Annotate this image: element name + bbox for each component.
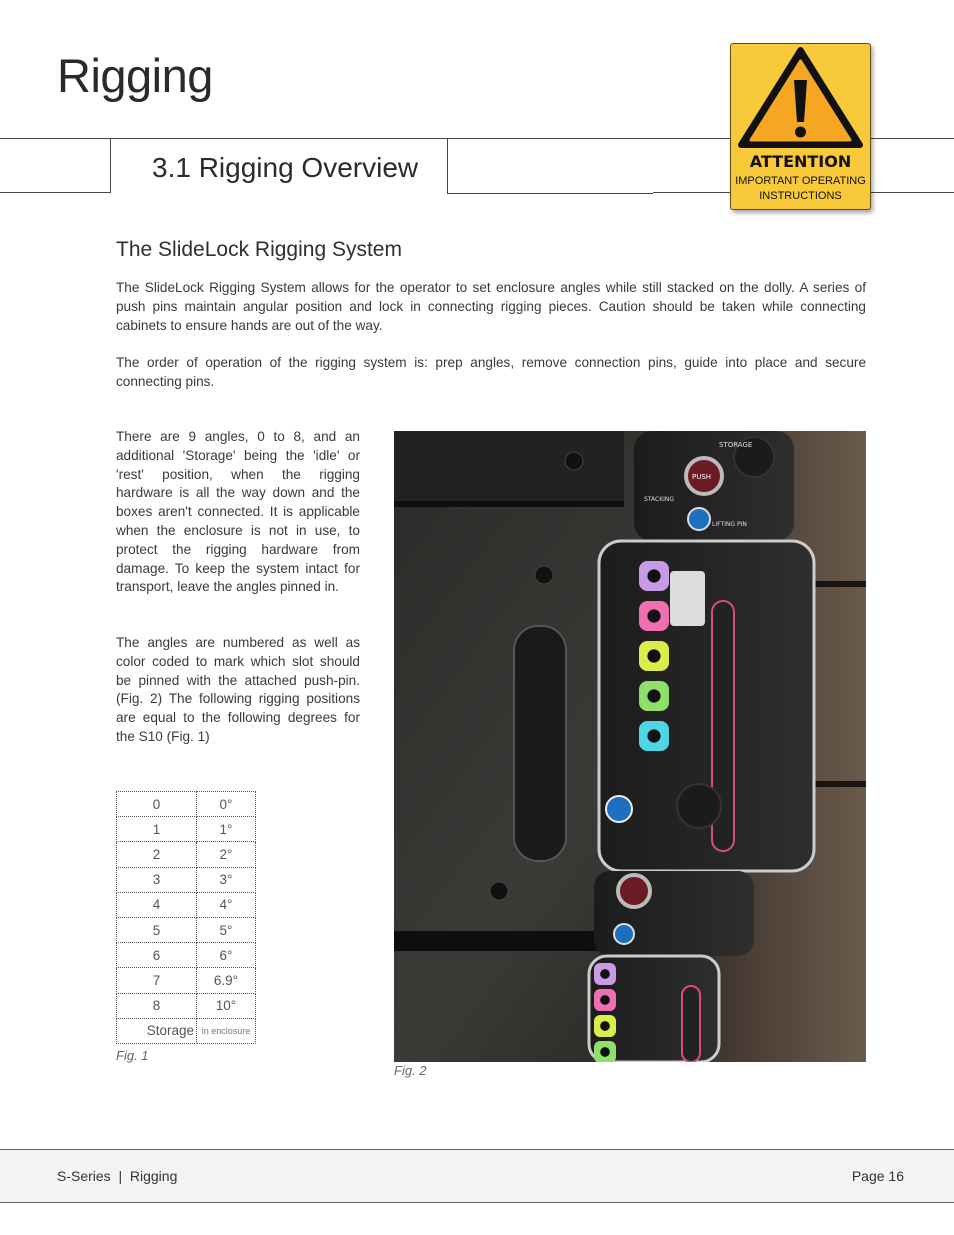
angle-position-cell: 4 [117,892,197,917]
angle-degrees-cell: 0° [197,792,256,817]
photo-label-push: PUSH [692,473,712,481]
fig1-caption: Fig. 1 [116,1048,149,1063]
angle-degrees-cell: 4° [197,892,256,917]
angle-position-cell: 3 [117,867,197,892]
angle-position-cell: 8 [117,993,197,1018]
attention-subtitle-line2: INSTRUCTIONS [759,190,842,202]
attention-subtitle-line1: IMPORTANT OPERATING [735,175,866,187]
intro-paragraph: The SlideLock Rigging System allows for the operator to set enclosure angles while still stacked on the dolly. A series of push pins maintain angular position and lock in connecting rigging pieces. Caution should be taken while connecting cabinets to ensure hands are out of the way. [116,280,866,333]
angle-degrees-cell: 10° [197,993,256,1018]
angle-degrees-cell: 3° [197,867,256,892]
angle-slot-hole [600,969,610,979]
footer-page-number: Page 16 [851,1168,904,1184]
rigging-photo [394,431,866,1062]
table-row [117,917,256,942]
color-paragraph: The angles are numbered as well as color coded to mark which slot should be pinned with the attached push-pin. (Fig. 2) The following rigging positions are equal to the following degrees for the S10 (Fig. 1) [116,635,360,744]
angle-degrees-cell: 1° [197,817,256,842]
order-paragraph: The order of operation of the rigging system is: prep angles, remove connection pins, guide into place and secure connecting pins. [116,355,866,389]
header-rule-top [0,138,653,139]
angle-position-cell: 5 [117,917,197,942]
angle-slot-hole [647,569,660,582]
warning-triangle-icon [731,44,870,152]
angle-degrees-cell: 6.9° [197,968,256,993]
angle-slot-hole [600,995,610,1005]
angle-degrees-cell: 5° [197,917,256,942]
table-row [117,943,256,968]
angle-position-cell: Storage [117,1018,197,1043]
page-title: Rigging [57,49,213,102]
angle-degrees-cell: 2° [197,842,256,867]
angle-table [116,791,256,1044]
angle-position-cell: 1 [117,817,197,842]
section-heading: 3.1 Rigging Overview [152,152,419,183]
attention-subtitle [731,174,870,204]
header-rule-right-bottom [447,193,653,194]
angle-slot-hole [647,729,660,742]
header-rule-left-bottom [0,192,111,193]
rigging-hardware-illustration [394,431,866,1062]
angle-position-cell: 6 [117,943,197,968]
header-rule-right-vertical [447,138,448,193]
table-row [117,867,256,892]
attention-title: ATTENTION [749,152,852,171]
table-row [117,892,256,917]
angles-paragraph: There are 9 angles, 0 to 8, and an additional 'Storage' being the 'idle' or 'rest' position, when the rigging hardware is all the way down and the boxes aren't connected. It is applicable when the enclosure is not in use, to protect the rigging hardware from damage. To keep the system intact for transport, leave the angles pinned in. [116,429,360,595]
angle-slot-hole [647,609,660,622]
header-rule-left-vertical [110,138,111,193]
angle-degrees-cell: in enclosure [197,1018,256,1043]
table-row [117,817,256,842]
photo-label-lifting: LIFTING PIN [712,521,747,528]
table-row [117,792,256,817]
attention-sign [730,43,871,210]
angle-position-cell: 2 [117,842,197,867]
angle-slot-hole [600,1047,610,1057]
table-row [117,968,256,993]
fig2-caption: Fig. 2 [394,1063,427,1078]
angle-position-cell: 0 [117,792,197,817]
footer-left: S-Series | Rigging [57,1168,178,1184]
footer-rule-bottom [0,1202,954,1203]
photo-label-stacking: STACKING [644,496,675,503]
table-row [117,1018,256,1043]
angle-position-cell: 7 [117,968,197,993]
table-row [117,993,256,1018]
angle-slot-hole [647,649,660,662]
subheading: The SlideLock Rigging System [116,238,402,261]
angle-degrees-cell: 6° [197,943,256,968]
angle-slot-hole [647,689,660,702]
table-row [117,842,256,867]
photo-label-storage: STORAGE [719,441,753,449]
angle-slot-hole [600,1021,610,1031]
